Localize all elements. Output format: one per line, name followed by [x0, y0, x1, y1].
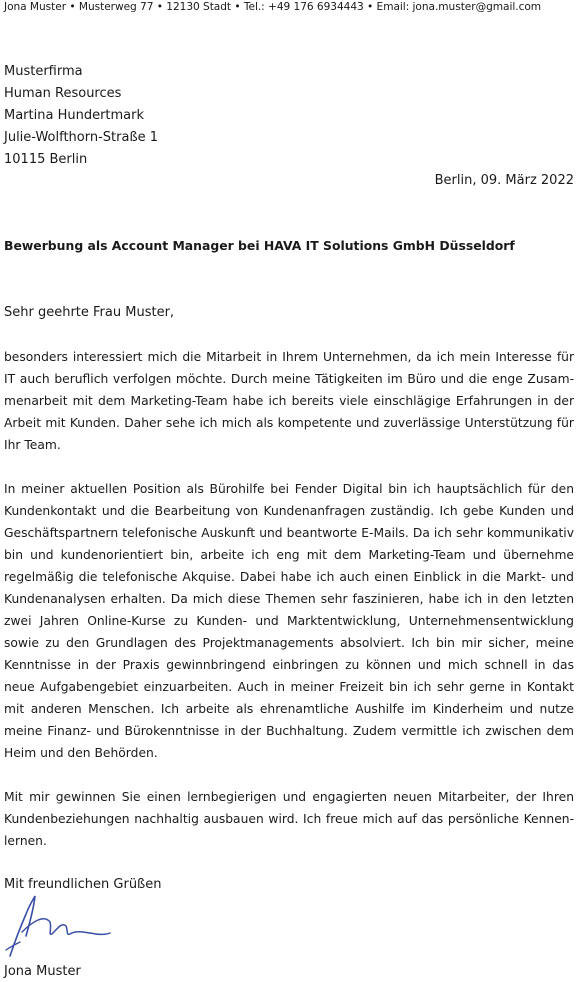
- letter-date: Berlin, 09. März 2022: [434, 173, 574, 188]
- letter-subject: Bewerbung als Account Manager bei HAVA IT Solutions GmbH Düsseldorf: [4, 238, 515, 253]
- body-paragraph-2: In meiner aktuellen Position als Bürohilfe bei Fender Digital bin ich hauptsächlich für den Kundenkontakt und die Bearbeitung von Kundenanfragen zuständig. Ich gebe Kunden und Geschäftspartnern telefonische Auskunft und beantworte E-Mails. Da ich sehr kommunikativ bin und kundenorientiert bin, arbeite ich eng mit dem Marketing-Team und übernehme regelmäßig die telefonische Akquise. Dabei habe ich auch einen Einblick in die Markt- und Kundenanalysen erhalten. Da mich diese Themen sehr faszinieren, habe ich in den letzten zwei Jahren Online-Kurse zu Kunden- und Marktentwicklung, Unternehmensentwicklung sowie zu den Grundlagen des Projektmanagements absolviert. Ich bin mir sicher, meine Kenntnisse in der Praxis gewinnbringend einbringen zu können und mich schnell in das neue Aufgabengebiet einzuarbeiten. Auch in meiner Freizeit bin ich sehr gerne in Kontakt mit anderen Menschen. Ich arbeite als ehrenamtliche Aushilfe im Kinderheim und nutze meine Finanz- und Bürokenntnisse in der Buchhaltung. Zudem vermittle ich zwischen dem Heim und den Behörden.: [4, 482, 574, 760]
- sender-contact-line: Jona Muster • Musterweg 77 • 12130 Stadt • Tel.: +49 176 6934443 • Email: jona.muster@gmail.com: [4, 1, 542, 13]
- body-paragraph-3: Mit mir gewinnen Sie einen lernbegierigen und engagierten neuen Mitarbeiter, der Ihren Kundenbeziehungen nachhaltig ausbauen wird. Ich freue mich auf das persönliche Kennenlernen.: [4, 790, 574, 848]
- signer-name: Jona Muster: [4, 964, 81, 979]
- recipient-city: 10115 Berlin: [4, 152, 88, 167]
- letter-closing: Mit freundlichen Grüßen: [4, 877, 162, 892]
- recipient-name: Martina Hundertmark: [4, 108, 145, 123]
- handwritten-signature: [4, 892, 114, 962]
- body-paragraph-1: besonders interessiert mich die Mitarbeit in Ihrem Unternehmen, da ich mein Interesse für IT auch beruflich verfolgen möchte. Durch meine Tätigkeiten im Büro und die enge Zusammenarbeit mit dem Marketing-Team habe ich bereits viele einschlägige Erfahrungen in der Arbeit mit Kunden. Daher sehe ich mich als kompetente und zuverlässige Unterstützung für Ihr Team.: [4, 350, 574, 452]
- recipient-street: Julie-Wolfthorn-Straße 1: [4, 130, 159, 145]
- recipient-company: Musterfirma: [4, 64, 83, 79]
- recipient-address-block: [4, 61, 158, 171]
- recipient-department: Human Resources: [4, 86, 122, 101]
- letter-salutation: Sehr geehrte Frau Muster,: [4, 305, 175, 320]
